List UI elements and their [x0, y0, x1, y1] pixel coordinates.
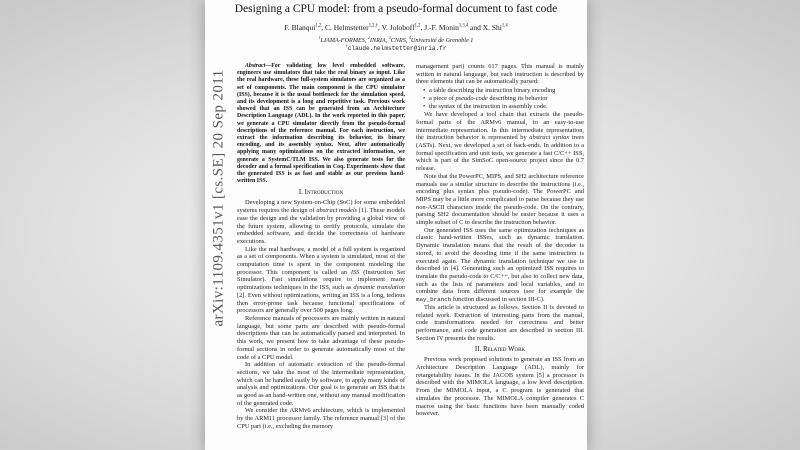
- body-paragraph: We have developed a tool chain that extracts the pseudo-formal parts of the ARMv6 manual, to an easy-to-use intermediate representation. In this intermediate representation, the instruction behavior is represented by abstract syntax trees (ASTs). Next, we developed a set of back-ends. In addition to a formal specification and unit tests, we generate a fast C/C++ ISS, which is part of the SimSoC open-source project since the 0.7 release.: [416, 111, 584, 173]
- abstract-paragraph: Abstract—For validating low level embedded software, engineers use simulators that take the real binary as input. Like the real hardware, these full-system simulators are organized as a set of components. The main component is the CPU simulator (ISS), because it is the usual bottleneck for the simulation speed, and its development is a long and repetitive task. Previous work showed that an ISS can be generated from an Architecture Description Language (ADL). In the work reported in this paper, we generate a CPU simulator directly from the pseudo-formal descriptions of the reference manual. For each instruction, we extract the information describing its behavior, its binary encoding, and its assembly syntax. Next, after automatically applying many optimizations on the extracted information, we generate a SystemC/TLM ISS. We also generate tests for the decoder and a formal specification in Coq. Experiments show that the generated ISS is as fast and stable as our previous hand-written ISS.: [237, 63, 405, 185]
- body-paragraph: We consider the ARMv6 architecture, which is implemented by the ARM11 processor family. The reference manual [3] of the CPU part (i.e., excluding the memory: [237, 407, 405, 430]
- author-name: J.-F. Monin: [424, 23, 459, 32]
- email-line: †claude.helmstetter@inria.fr: [345, 44, 447, 52]
- authors-line: F. Blanqui$^{1,2}$, C. Helmstetter$^{1,2,\dagger}$, V. Joloboff$^{1,2}$, J.-F. Monin$^{1,3,4}$ and X. Shi$^{1,4}$: [284, 23, 508, 32]
- bullet-icon: •: [423, 102, 426, 110]
- body-paragraph: Our generated ISS uses the same optimization techniques as classic hand-written ISSes, such as dynamic translation. Dynamic translation means that the result of the decoder is stored, to avoid the decoding time if the same instruction is executed again. The dynamic translation technique we use is described in [4]. Generating such an optimized ISS requires to translate the pseudo-code to C/C++, but also to collect new data, such as the lists of parameters and local variables, and to combine data from different sources (see for example the may_branch function discussed in section III-C).: [416, 226, 584, 304]
- section-heading: II. Related Work: [474, 346, 526, 354]
- affiliation-name: LIAMA-FORMES: [320, 37, 365, 44]
- abstract-lead: Abstract: [245, 63, 266, 69]
- body-paragraph: Note that the PowerPC, MIPS, and SH2 architecture reference manuals use a similar structure to describe the instructions (i.e., encoding plus syntax plus pseudo-code). The PowerPC and MIPS may be a little more complicated to parse because they use non-ASCII characters inside the pseudo-code. On the contrary, parsing SH2 documentation should be easier because it uses a simple subset of C to describe the instruction behavior.: [416, 172, 584, 227]
- bullet-icon: •: [423, 94, 426, 102]
- author-name: V. Joloboff: [381, 23, 415, 32]
- body-paragraph: In addition of automatic extraction of the pseudo-formal sections, we take the most of the intermediate representation, which can be handled easily by software, to apply many kinds of analysis and optimizations. Our goal is to generate an ISS that is as good as an hand-written one, without any manual modification of the generated code.: [237, 361, 405, 407]
- body-paragraph: Reference manuals of processors are mainly written in natural language, but some parts are described with pseudo-formal descriptions that can be automatically parsed and interpreted. In this work, we present how to take advantage of these pseudo-formal sections in order to generate automatically most of the code of a CPU model.: [237, 315, 405, 361]
- paper-title: Designing a CPU model: from a pseudo-formal document to fast code: [234, 3, 558, 15]
- left-column: [237, 63, 405, 431]
- bullet-item: • a table describing the instruction binary encoding: [423, 87, 556, 95]
- author-name: C. Helmstetter: [324, 23, 369, 32]
- affiliations-line: $^1$LIAMA-FORMES, $^2$INRIA, $^3$CNRS, $^4$Université de Grenoble 1: [318, 35, 474, 44]
- author-name: X. Shi: [482, 23, 502, 32]
- right-column: [416, 63, 584, 431]
- author-name: F. Blanqui: [284, 23, 316, 32]
- arxiv-stamp: arXiv:1109.4351v1 [cs.SE] 20 Sep 2011: [210, 69, 227, 327]
- bullet-list: [416, 87, 584, 110]
- two-column-body: [205, 63, 587, 431]
- section-heading: I. Introduction: [298, 189, 344, 197]
- body-paragraph: Developing a new System-on-Chip (SoC) for some embedded systems requires the design of abstract models [1]. These models ease the design and the validation by providing a global view of the future system, allowing to certify protocols, simulate the embedded software, and decide the correctness of hardware executions.: [237, 199, 405, 245]
- bullet-item: • a piece of pseudo-code describing its behavior: [423, 94, 548, 102]
- bullet-item: • the syntax of the instruction in assembly code.: [423, 102, 548, 110]
- code-identifier: may_branch: [416, 296, 452, 304]
- affiliation-name: INRIA: [369, 37, 386, 44]
- body-paragraph: Like the real hardware, a model of a full system is organized as a set of components. When a system is simulated, most of the computation time is spent in the component modeling the processor. This component is called an ISS (Instruction Set Simulator). Fast simulations require to implement many optimizations techniques in the ISS, such as dynamic translation [2]. Even without optimizations, writing an ISS is a long, tedious then error-prone task because functional specifications of processors are generally over 500 pages long.: [237, 245, 406, 315]
- affiliation-name: CNRS: [390, 37, 406, 44]
- affiliation-name: Université de Grenoble 1: [410, 37, 474, 44]
- body-paragraph: This article is structured as follows. Section II is devoted to related work. Extraction of interesting parts from the manual, code transformations needed for correctness and better performance, and code generation are described in section III. Section IV presents the results.: [416, 303, 584, 342]
- body-paragraph: management part) counts 617 pages. This manual is mainly written in natural language, but each instruction is described by three elements that can be automatically parsed:: [416, 63, 584, 86]
- bullet-icon: •: [423, 87, 426, 95]
- body-paragraph: Previous work proposed solutions to generate an ISS from an Architecture Description Language (ADL), mainly for retargetability issues. In the JACOB system [5] a processor is described with the MIMOLA language, a low level description. From the MIMOLA input, a C program is generated that simulates the processor. The MIMOLA compiler generates C macros using the basic functions have been manually coded however.: [416, 356, 584, 418]
- paper-page: [205, 0, 587, 450]
